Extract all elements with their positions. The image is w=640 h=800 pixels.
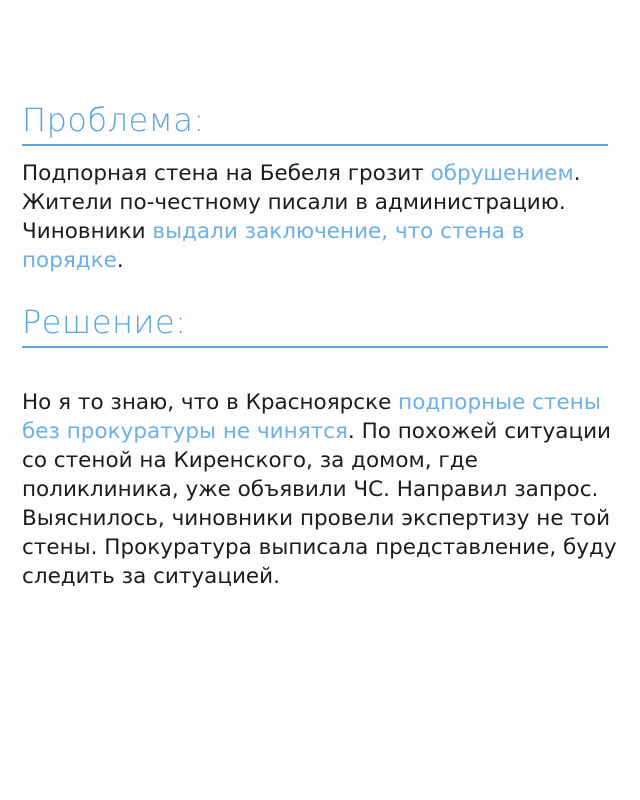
solution-heading: Решение: xyxy=(22,302,608,348)
problem-text-1: Подпорная стена на Бебеля грозит xyxy=(22,161,431,186)
problem-section xyxy=(22,100,608,146)
solution-highlight-1: подпорные стены без прокуратуры не чинятся xyxy=(22,390,601,444)
problem-heading: Проблема: xyxy=(22,100,608,146)
problem-text xyxy=(22,159,622,275)
solution-text xyxy=(22,388,622,591)
problem-highlight-1: обрушением xyxy=(430,161,574,186)
problem-text-2: . Жители по-честному писали в администрацию. Чиновники xyxy=(22,161,581,244)
problem-highlight-2: выдали заключение, что стена в порядке xyxy=(22,219,525,273)
solution-section xyxy=(22,302,608,348)
problem-text-3: . xyxy=(116,248,124,273)
solution-text-2: . По похожей ситуации со стеной на Киренского, за домом, где поликлиника, уже объявили ЧС. Направил запрос. Выяснилось, чиновники провели экспертизу не той стены. Прокуратура выписала представление, буду следить за ситуацией. xyxy=(22,419,617,589)
solution-text-1: Но я то знаю, что в Красноярске xyxy=(22,390,399,415)
